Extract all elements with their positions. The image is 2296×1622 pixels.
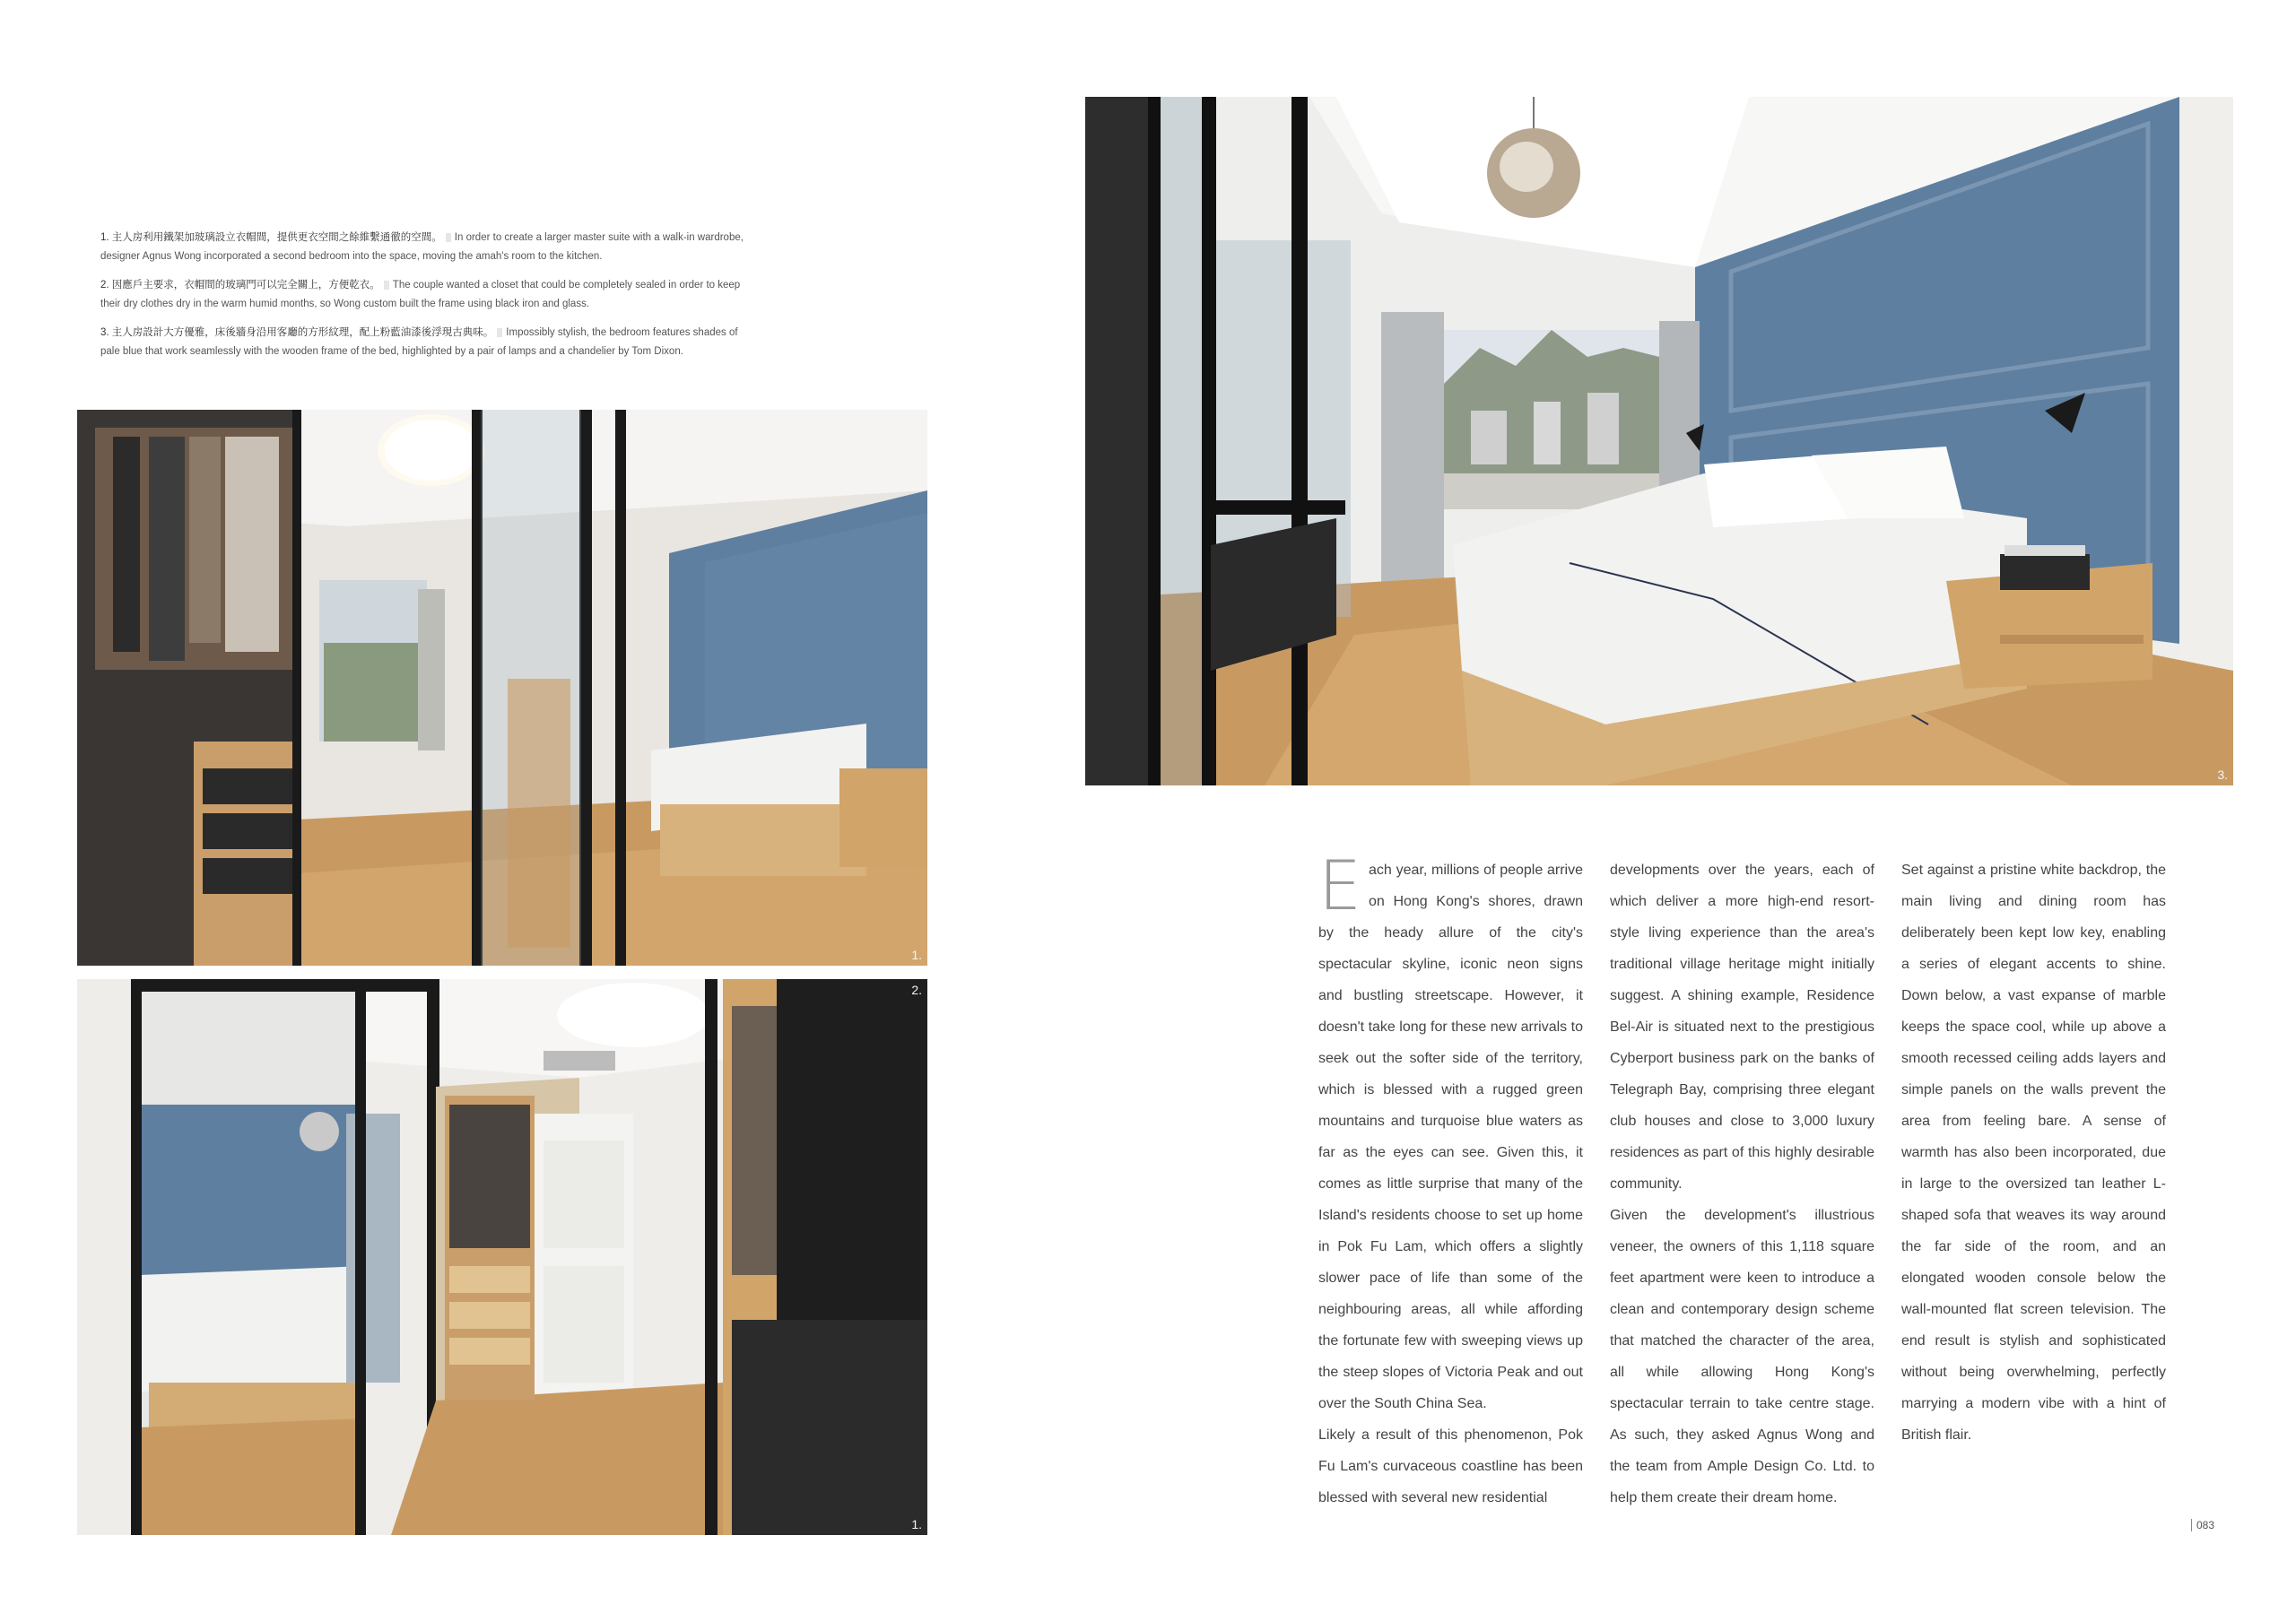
article-column-2 <box>1610 854 1874 1514</box>
page-number: 083 <box>2191 1519 2214 1531</box>
caption-separator <box>384 281 389 290</box>
article-text: Likely a result of this phenomenon, Pok Fu Lam's curvaceous coastline has been blessed with several new residential <box>1318 1427 1583 1505</box>
photo-3-number: 3. <box>2217 768 2228 782</box>
caption-1-chinese: 1. 主人房利用鐵架加玻璃設立衣帽間，提供更衣空間之餘維繫通徹的空間。 <box>100 232 442 243</box>
caption-3-english: Impossibly stylish, the bedroom features shades of pale blue that work seamlessly with the wooden frame of the bed, highlighted by a pair of lamps and a chandelier by Tom Dixon. <box>100 327 738 357</box>
article-text: Set against a pristine white backdrop, the main living and dining room has deliberately been kept low key, enabling a series of elegant accents to shine. Down below, a vast expanse of marble keeps the space cool, while up above a smooth recessed ceiling adds layers and simple panels on the walls prevent the area from feeling bare. A sense of warmth has also been incorporated, due in large to the oversized tan leather L-shaped sofa that weaves its way around the far side of the room, and an elongated wooden console below the wall-mounted flat screen television. The end result is stylish and sophisticated without being overwhelming, perfectly marrying a modern vibe with a hint of British flair. <box>1901 863 2166 1443</box>
article-text: developments over the years, each of which deliver a more high-end resort-style living experience than the area's traditional village heritage might initially suggest. A shining example, Residence Bel-Air is situated next to the prestigious Cyberport business park on the banks of Telegraph Bay, comprising three elegant club houses and close to 3,000 luxury residences as part of this highly desirable community. <box>1610 863 1874 1192</box>
photo-2-number-bottom: 1. <box>911 1517 922 1531</box>
caption-3 <box>100 324 760 361</box>
photo-closet-view <box>77 979 927 1535</box>
article-text: Given the development's illustrious veneer, the owners of this 1,118 square feet apartment were keen to introduce a clean and contemporary design scheme that matched the character of the area, all while allowing Hong Kong's spectacular terrain to take centre stage. As such, they asked Agnus Wong and the team from Ample Design Co. Ltd. to help them create their dream home. <box>1610 1208 1874 1505</box>
caption-1 <box>100 229 760 266</box>
caption-separator <box>497 328 502 337</box>
article-paragraph <box>1318 1419 1583 1514</box>
article-text: ach year, millions of people arrive on Hong Kong's shores, drawn by the heady allure of the city's spectacular skyline, iconic neon signs and bustling streetscape. However, it doesn't take long for these new arrivals to seek out the softer side of the territory, which is blessed with a rugged green mountains and turquoise blue waters as far as the eyes can see. Given this, it comes as little surprise that many of the Island's residents choose to set up home in Pok Fu Lam, which offers a slightly slower pace of life than some of the neighbouring areas, all while affording the fortunate few with sweeping views up the steep slopes of Victoria Peak and out over the South China Sea. <box>1318 863 1583 1411</box>
caption-2 <box>100 276 760 314</box>
caption-separator <box>446 233 451 242</box>
article-body <box>1318 846 2179 1514</box>
article-column-3 <box>1901 854 2166 1514</box>
photo-master-bedroom <box>1085 97 2233 785</box>
caption-1-english: In order to create a larger master suite with a walk-in wardrobe, designer Agnus Wong incorporated a second bedroom into the space, moving the amah's room to the kitchen. <box>100 232 744 262</box>
wardrobe-illustration <box>77 410 927 966</box>
photo-2-number-top: 2. <box>911 983 922 997</box>
drop-cap: E <box>1318 846 1362 925</box>
article-paragraph <box>1901 854 2166 1451</box>
closet-illustration <box>77 979 927 1535</box>
caption-2-chinese: 2. 因應戶主要求，衣帽間的玻璃門可以完全關上，方便乾衣。 <box>100 280 380 291</box>
article-paragraph <box>1318 846 1583 1419</box>
article-paragraph <box>1610 1200 1874 1514</box>
article-column-1 <box>1318 846 1583 1514</box>
photo-1-number: 1. <box>911 948 922 962</box>
article-paragraph <box>1610 854 1874 1200</box>
caption-2-english: The couple wanted a closet that could be completely sealed in order to keep their dry clothes dry in the warm humid months, so Wong custom built the frame using black iron and glass. <box>100 280 741 309</box>
photo-captions <box>100 229 760 371</box>
photo-wardrobe-view <box>77 410 927 966</box>
bedroom-illustration <box>1085 97 2233 785</box>
caption-3-chinese: 3. 主人房設計大方優雅，床後牆身沿用客廳的方形紋理，配上粉藍油漆後浮現古典味。 <box>100 327 494 338</box>
